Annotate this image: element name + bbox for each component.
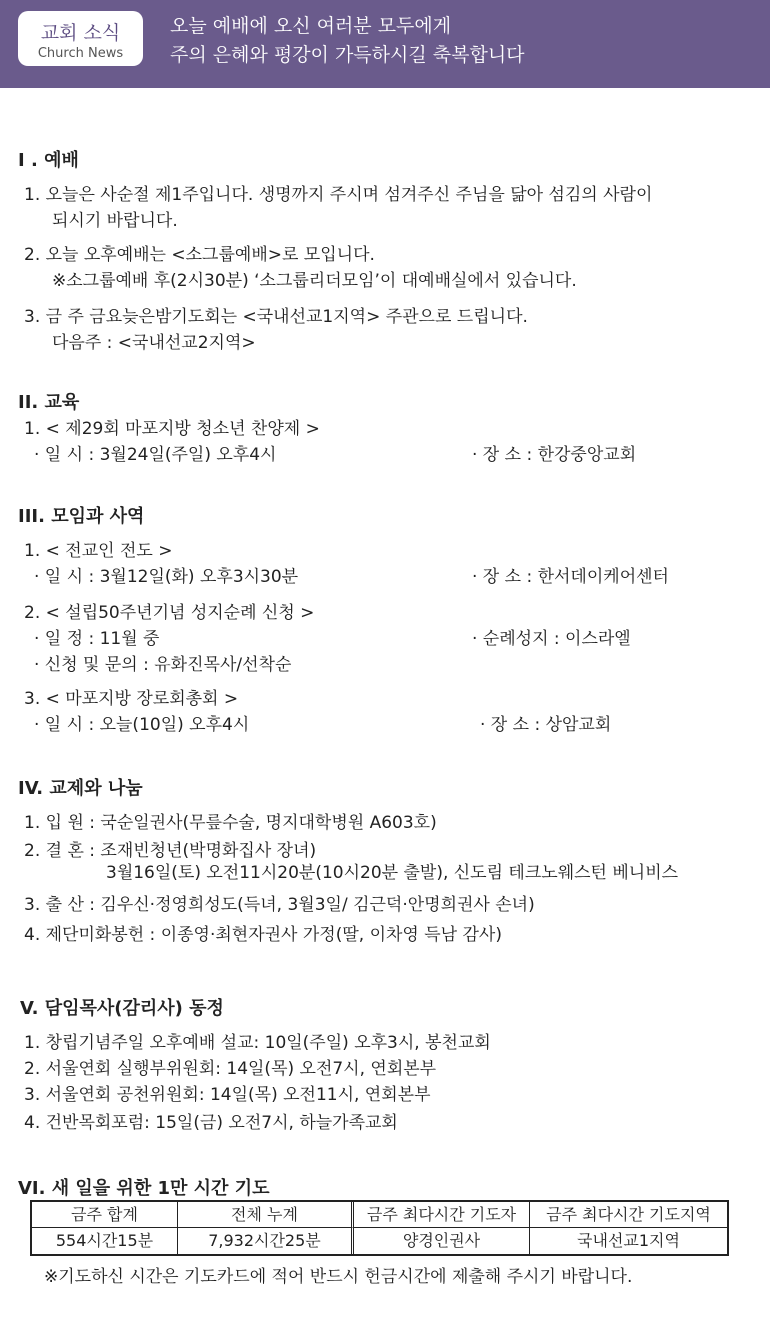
prayer-table bbox=[30, 1200, 729, 1256]
pastor-item-1: 1. 창립기념주일 오후예배 설교: 10일(주일) 오후3시, 봉천교회 bbox=[24, 1033, 491, 1053]
ministry-item-1: 1. < 전교인 전도 > bbox=[24, 541, 173, 561]
ministry-item-2-where: · 순례성지 : 이스라엘 bbox=[472, 629, 631, 649]
table-value-cell: 양경인권사 bbox=[354, 1228, 530, 1254]
section-worship-title: I . 예배 bbox=[18, 150, 79, 171]
table-header-cell: 금주 최다시간 기도자 bbox=[354, 1202, 530, 1228]
ministry-item-3-when: · 일 시 : 오늘(10일) 오후4시 bbox=[34, 715, 250, 735]
table-header-cell: 전체 누계 bbox=[178, 1202, 354, 1228]
ministry-item-2-contact: · 신청 및 문의 : 유화진목사/선착순 bbox=[34, 655, 292, 675]
church-news-header bbox=[0, 0, 770, 88]
greeting-line-2: 주의 은혜와 평강이 가득하시길 축복합니다 bbox=[170, 44, 525, 66]
fellowship-item-1: 1. 입 원 : 국순일권사(무릎수술, 명지대학병원 A603호) bbox=[24, 813, 437, 833]
section-prayer-title: VI. 새 일을 위한 1만 시간 기도 bbox=[18, 1178, 270, 1199]
table-header-cell: 금주 합계 bbox=[32, 1202, 178, 1228]
worship-item-1-cont: 되시기 바랍니다. bbox=[52, 211, 178, 231]
section-pastor-title: V. 담임목사(감리사) 동정 bbox=[20, 998, 224, 1019]
church-news-badge bbox=[18, 11, 143, 66]
table-value-cell: 554시간15분 bbox=[32, 1228, 178, 1254]
worship-item-2: 2. 오늘 오후예배는 <소그룹예배>로 모입니다. bbox=[24, 245, 375, 265]
pastor-item-2: 2. 서울연회 실행부위원회: 14일(목) 오전7시, 연회본부 bbox=[24, 1059, 437, 1079]
prayer-note: ※기도하신 시간은 기도카드에 적어 반드시 헌금시간에 제출해 주시기 바랍니다. bbox=[44, 1267, 633, 1287]
fellowship-item-3: 3. 출 산 : 김우신·정영희성도(득녀, 3월3일/ 김근덕·안명희권사 손녀) bbox=[24, 895, 535, 915]
table-header-cell: 금주 최다시간 기도지역 bbox=[530, 1202, 727, 1228]
section-education-title: II. 교육 bbox=[18, 392, 80, 413]
worship-item-1: 1. 오늘은 사순절 제1주입니다. 생명까지 주시며 섬겨주신 주님을 닮아 섬김의 사람이 bbox=[24, 185, 653, 205]
table-value-cell: 국내선교1지역 bbox=[577, 1231, 680, 1250]
pastor-item-4: 4. 건반목회포럼: 15일(금) 오전7시, 하늘가족교회 bbox=[24, 1113, 398, 1133]
ministry-item-1-where: · 장 소 : 한서데이케어센터 bbox=[472, 567, 669, 587]
table-value-cell: 7,932시간25분 bbox=[178, 1228, 354, 1254]
education-item-1-where: · 장 소 : 한강중앙교회 bbox=[472, 445, 637, 465]
fellowship-item-2-cont: 3월16일(토) 오전11시20분(10시20분 출발), 신도림 테크노웨스턴 베니비스 bbox=[106, 863, 679, 883]
badge-subtitle: Church News bbox=[37, 46, 124, 61]
ministry-item-1-when: · 일 시 : 3월12일(화) 오후3시30분 bbox=[34, 567, 299, 587]
greeting-line-1: 오늘 예배에 오신 여러분 모두에게 bbox=[170, 15, 452, 37]
ministry-item-2-when: · 일 정 : 11월 중 bbox=[34, 629, 160, 649]
pastor-item-3: 3. 서울연회 공천위원회: 14일(목) 오전11시, 연회본부 bbox=[24, 1085, 431, 1105]
education-item-1-when: · 일 시 : 3월24일(주일) 오후4시 bbox=[34, 445, 277, 465]
worship-item-3: 3. 금 주 금요늦은밤기도회는 <국내선교1지역> 주관으로 드립니다. bbox=[24, 307, 528, 327]
worship-item-3-next: 다음주 : <국내선교2지역> bbox=[52, 333, 256, 353]
ministry-item-3-where: · 장 소 : 상암교회 bbox=[480, 715, 612, 735]
ministry-item-3: 3. < 마포지방 장로회총회 > bbox=[24, 689, 239, 709]
section-fellowship-title: IV. 교제와 나눔 bbox=[18, 778, 143, 799]
section-ministry-title: III. 모임과 사역 bbox=[18, 506, 145, 527]
worship-item-2-note: ※소그룹예배 후(2시30분) ‘소그룹리더모임’이 대예배실에서 있습니다. bbox=[52, 271, 577, 291]
ministry-item-2: 2. < 설립50주년기념 성지순례 신청 > bbox=[24, 603, 315, 623]
education-item-1: 1. < 제29회 마포지방 청소년 찬양제 > bbox=[24, 419, 320, 439]
badge-title: 교회 소식 bbox=[40, 22, 121, 44]
fellowship-item-2: 2. 결 혼 : 조재빈청년(박명화집사 장녀) bbox=[24, 841, 317, 861]
fellowship-item-4: 4. 제단미화봉헌 : 이종영·최현자권사 가정(딸, 이차영 득남 감사) bbox=[24, 925, 502, 945]
